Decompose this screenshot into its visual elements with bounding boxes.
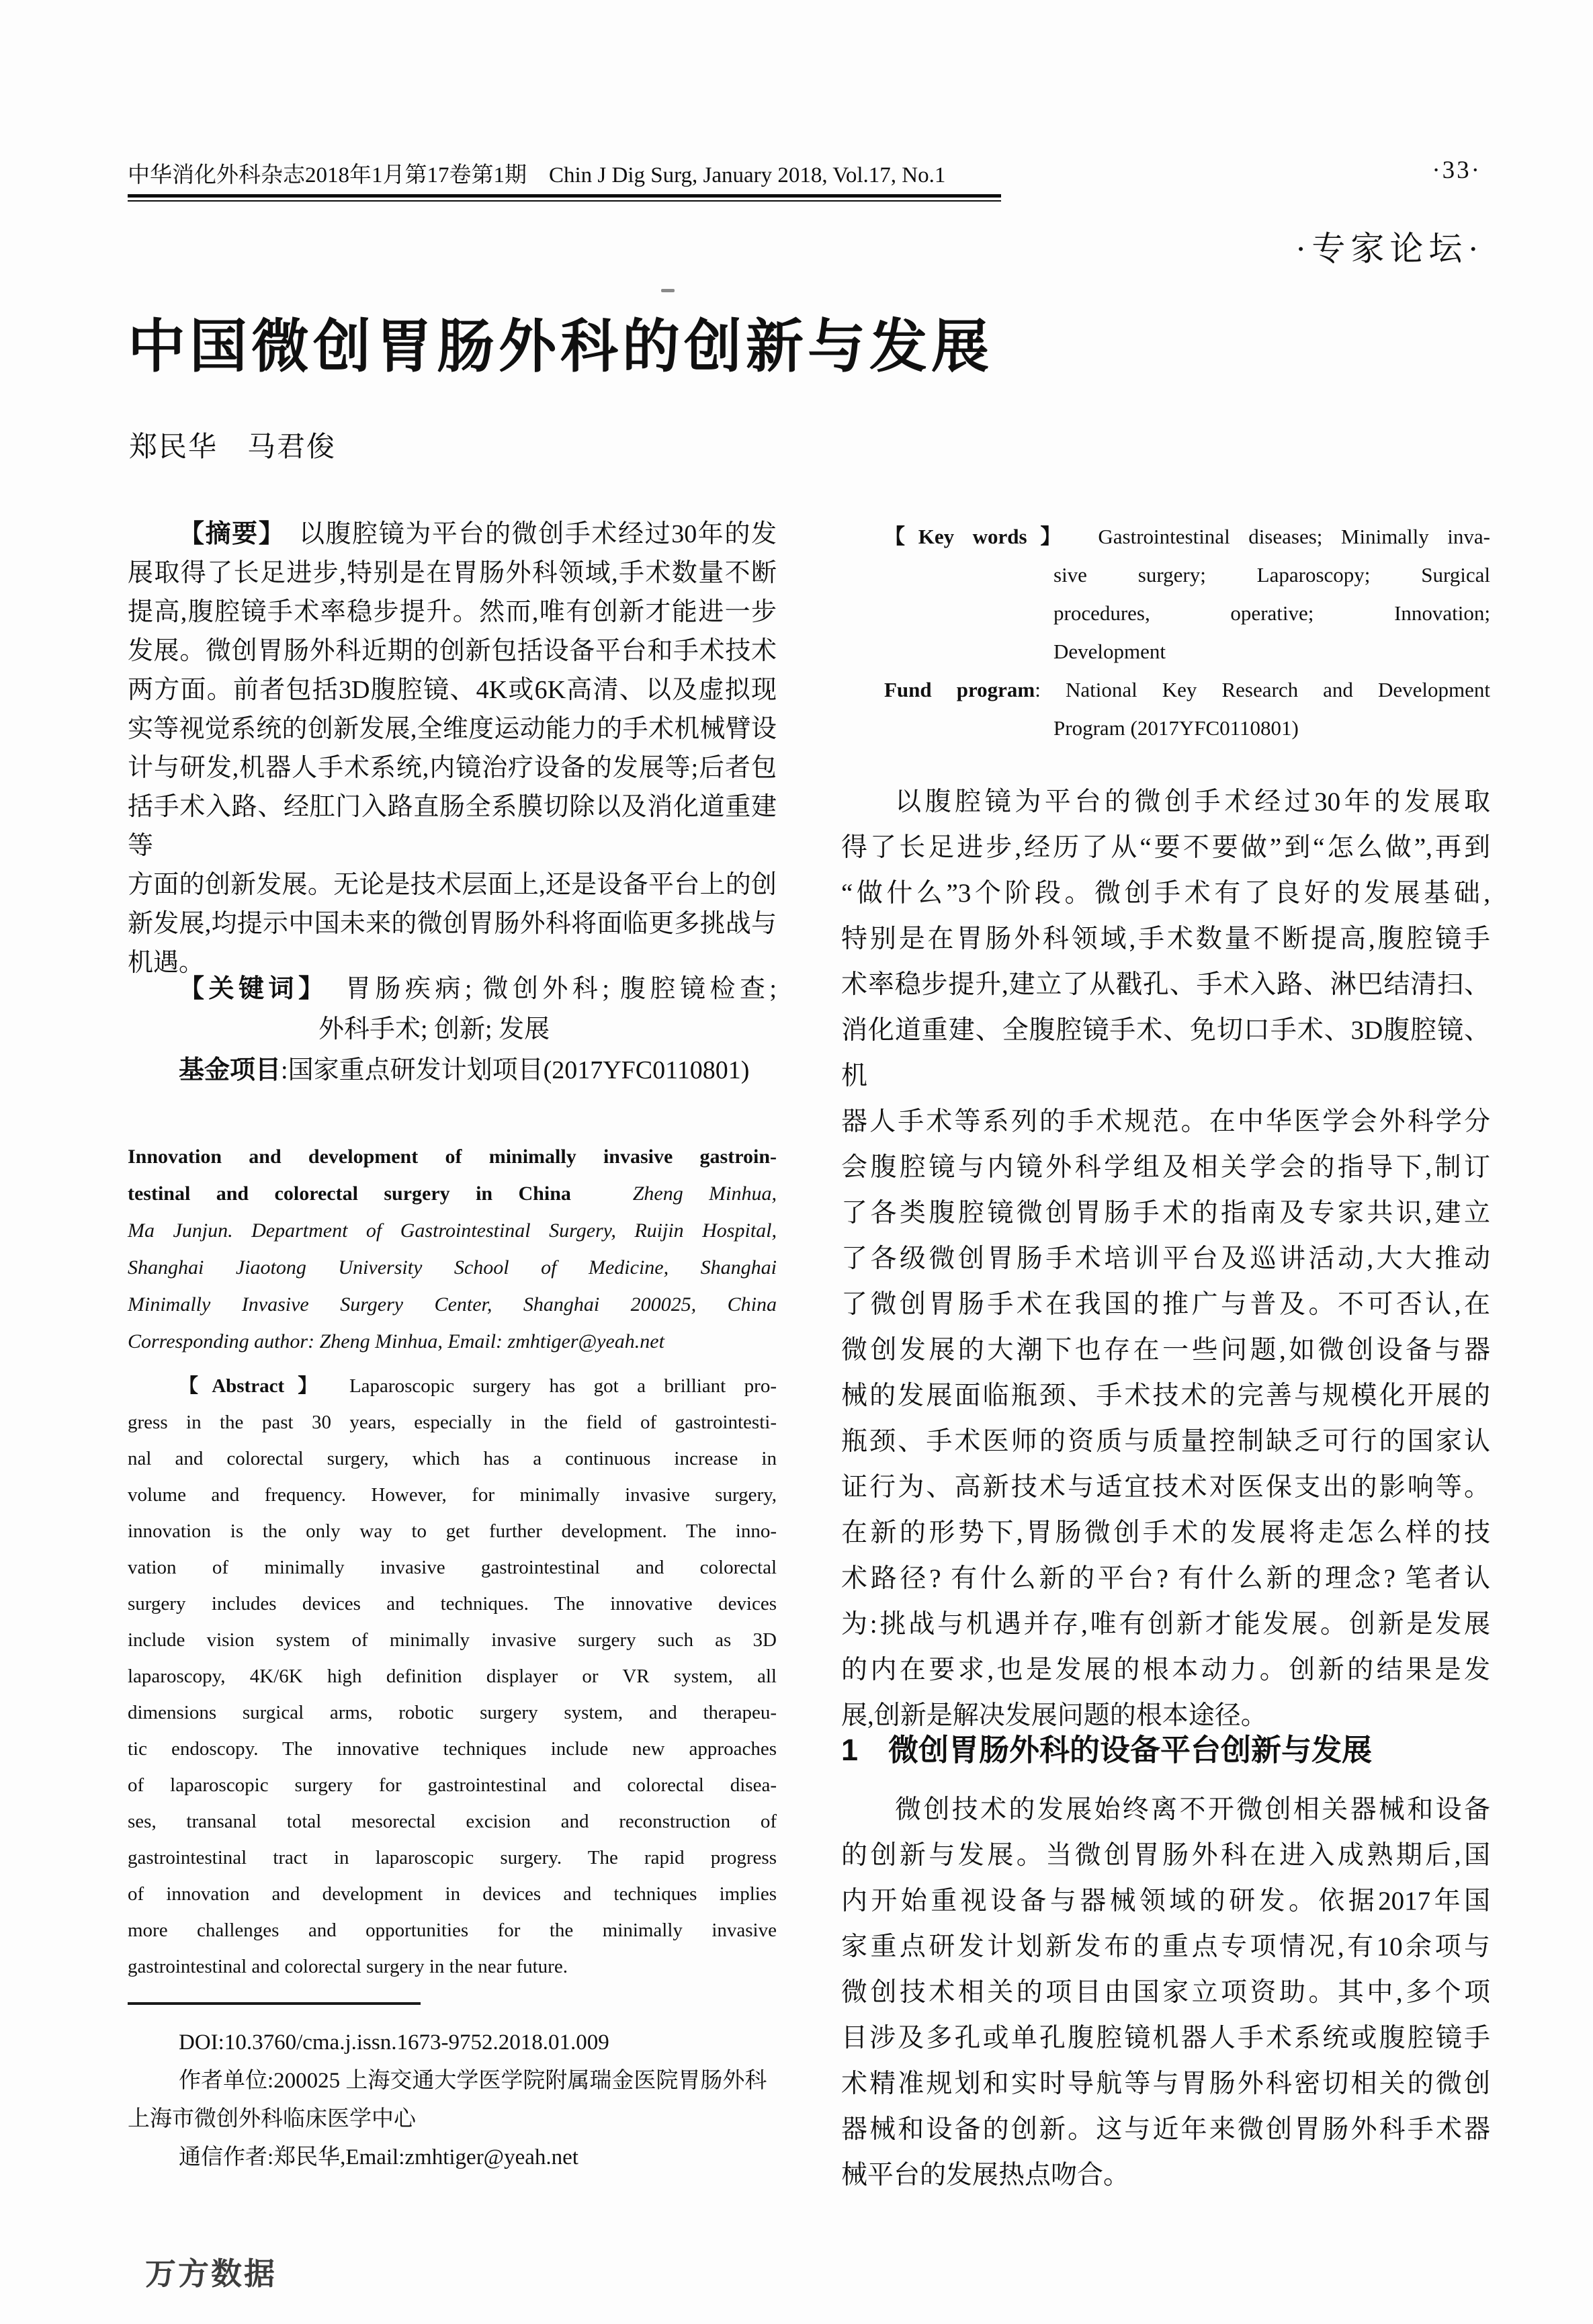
text-line: vation of minimally invasive gastrointestinal and colorectal bbox=[128, 1557, 777, 1578]
text-line: “做什么”3个阶段。微创手术有了良好的发展基础, bbox=[841, 879, 1490, 908]
text-line: 会腹腔镜与内镜外科学组及相关学会的指导下,制订 bbox=[841, 1153, 1490, 1182]
text-line: 器人手术等系列的手术规范。在中华医学会外科学分 bbox=[841, 1107, 1490, 1136]
text-line: 括手术入路、经肛门入路直肠全系膜切除以及消化道重建等 bbox=[128, 793, 777, 860]
article-authors: 郑民华 马君俊 bbox=[129, 432, 337, 463]
text-line: 【Key words】 Gastrointestinal diseases; Minimally inva- bbox=[884, 525, 1490, 548]
text-line: 展,创新是解决发展问题的根本途径。 bbox=[841, 1701, 1267, 1730]
text-line: 微创技术相关的项目由国家立项资助。其中,多个项 bbox=[841, 1978, 1490, 2007]
text-line: 展取得了长足进步,特别是在胃肠外科领域,手术数量不断 bbox=[128, 559, 777, 587]
text-line: 作者单位:200025 上海交通大学医学院附属瑞金医院胃肠外科 bbox=[179, 2069, 767, 2093]
section-1-heading: 1 微创胃肠外科的设备平台创新与发展 bbox=[841, 1733, 1373, 1767]
scan-artifact bbox=[661, 289, 675, 292]
text-line: 实等视觉系统的创新发展,全维度运动能力的手术机械臂设 bbox=[128, 715, 777, 743]
text-line: of innovation and development in devices and techniques implies bbox=[128, 1883, 777, 1905]
text-line: 计与研发,机器人手术系统,内镜治疗设备的发展等;后者包 bbox=[128, 754, 777, 782]
journal-citation: 中华消化外科杂志2018年1月第17卷第1期 Chin J Dig Surg, January 2018, Vol.17, No.1 bbox=[128, 163, 946, 187]
text-line: 目涉及多孔或单孔腹腔镜机器人手术系统或腹腔镜手 bbox=[841, 2024, 1490, 2053]
text-line: 家重点研发计划新发布的重点专项情况,有10余项与 bbox=[841, 1932, 1490, 1961]
text-line: Development bbox=[1053, 640, 1166, 663]
text-line: testinal and colorectal surgery in China Zheng Minhua, bbox=[128, 1182, 777, 1205]
text-line: laparoscopy, 4K/6K high definition displayer or VR system, all bbox=[128, 1666, 777, 1687]
text-line: volume and frequency. However, for minimally invasive surgery, bbox=[128, 1484, 777, 1506]
text-line: Ma Junjun. Department of Gastrointestinal Surgery, Ruijin Hospital, bbox=[128, 1219, 777, 1242]
text-line: 为:挑战与机遇并存,唯有创新才能发展。创新是发展 bbox=[841, 1610, 1490, 1639]
text-line: Fund program: National Key Research and Development bbox=[884, 678, 1490, 701]
fund-program-cn bbox=[128, 1051, 777, 1090]
text-line: 瓶颈、手术医师的资质与质量控制缺乏可行的国家认 bbox=[841, 1427, 1490, 1456]
text-line: 通信作者:郑民华,Email:zmhtiger@yeah.net bbox=[179, 2145, 578, 2169]
page-number: ·33· bbox=[1432, 157, 1481, 184]
text-line: 的内在要求,也是发展的根本动力。创新的结果是发 bbox=[841, 1655, 1490, 1684]
text-line: 消化道重建、全腹腔镜手术、免切口手术、3D腹腔镜、机 bbox=[841, 1016, 1490, 1090]
text-line: 特别是在胃肠外科领域,手术数量不断提高,腹腔镜手 bbox=[841, 924, 1490, 953]
text-line: 了各类腹腔镜微创胃肠手术的指南及专家共识,建立 bbox=[841, 1199, 1490, 1228]
text-line: 两方面。前者包括3D腹腔镜、4K或6K高清、以及虚拟现 bbox=[128, 676, 777, 704]
text-line: nal and colorectal surgery, which has a continuous increase in bbox=[128, 1448, 777, 1469]
wanfang-watermark: 万方数据 bbox=[145, 2256, 277, 2291]
text-line: 证行为、高新技术与适宜技术对医保支出的影响等。 bbox=[841, 1473, 1490, 1502]
text-line: DOI:10.3760/cma.j.issn.1673-9752.2018.01.009 bbox=[179, 2030, 609, 2055]
fund-program-en bbox=[841, 671, 1490, 747]
text-line: 械的发展面临瓶颈、手术技术的完善与规模化开展的 bbox=[841, 1381, 1490, 1410]
text-line: procedures, operative; Innovation; bbox=[1053, 601, 1490, 625]
text-line: 内开始重视设备与器械领域的研发。依据2017年国 bbox=[841, 1887, 1490, 1916]
text-line: 在新的形势下,胃肠微创手术的发展将走怎么样的技 bbox=[841, 1518, 1490, 1547]
text-line: of laparoscopic surgery for gastrointestinal and colorectal disea- bbox=[128, 1774, 777, 1796]
footnote-rule bbox=[128, 2002, 421, 2005]
body-paragraph-2 bbox=[841, 1787, 1490, 2198]
article-title: 中国微创胃肠外科的创新与发展 bbox=[128, 314, 993, 379]
text-line: 微创技术的发展始终离不开微创相关器械和设备 bbox=[895, 1795, 1490, 1824]
text-line: 【Abstract】 Laparoscopic surgery has got a brilliant pro- bbox=[179, 1375, 777, 1397]
text-line: ses, transanal total mesorectal excision and reconstruction of bbox=[128, 1811, 777, 1832]
text-line: 提高,腹腔镜手术率稳步提升。然而,唯有创新才能进一步 bbox=[128, 598, 777, 626]
text-line: 术精准规划和实时导航等与胃肠外科密切相关的微创 bbox=[841, 2069, 1490, 2098]
abstract-en bbox=[128, 1368, 777, 1985]
text-line: 【摘要】 以腹腔镜为平台的微创手术经过30年的发 bbox=[179, 520, 777, 548]
keywords-cn bbox=[128, 969, 777, 1049]
abstract-cn bbox=[128, 515, 777, 982]
column-section-label: ·专家论坛· bbox=[1295, 230, 1484, 267]
text-line: Shanghai Jiaotong University School of Medicine, Shanghai bbox=[128, 1256, 777, 1279]
text-line: 外科手术; 创新; 发展 bbox=[318, 1015, 550, 1043]
text-line: 新发展,均提示中国未来的微创胃肠外科将面临更多挑战与 bbox=[128, 910, 777, 938]
text-line: 基金项目:国家重点研发计划项目(2017YFC0110801) bbox=[179, 1056, 750, 1084]
text-line: Program (2017YFC0110801) bbox=[1053, 716, 1299, 740]
text-line: 术路径? 有什么新的平台? 有什么新的理念? 笔者认 bbox=[841, 1564, 1490, 1593]
text-line: more challenges and opportunities for the minimally invasive bbox=[128, 1920, 777, 1941]
text-line: Innovation and development of minimally invasive gastroin- bbox=[128, 1146, 777, 1168]
text-line: 械平台的发展热点吻合。 bbox=[841, 2161, 1130, 2190]
text-line: 术率稳步提升,建立了从戳孔、手术入路、淋巴结清扫、 bbox=[841, 970, 1490, 999]
text-line: innovation is the only way to get further development. The inno- bbox=[128, 1520, 777, 1542]
text-line: Minimally Invasive Surgery Center, Shanghai 200025, China bbox=[128, 1293, 777, 1316]
title-en-block bbox=[128, 1138, 777, 1360]
text-line: 了微创胃肠手术在我国的推广与普及。不可否认,在 bbox=[841, 1290, 1490, 1319]
text-line: 以腹腔镜为平台的微创手术经过30年的发展取 bbox=[895, 787, 1490, 816]
body-paragraph-1 bbox=[841, 779, 1490, 1739]
text-line: include vision system of minimally invasive surgery such as 3D bbox=[128, 1629, 777, 1651]
text-line: tic endoscopy. The innovative techniques include new approaches bbox=[128, 1738, 777, 1760]
keywords-en bbox=[841, 517, 1490, 671]
header-double-rule bbox=[128, 194, 1001, 202]
text-line: surgery includes devices and techniques. The innovative devices bbox=[128, 1593, 777, 1615]
text-line: 上海市微创外科临床医学中心 bbox=[128, 2107, 416, 2131]
text-line: 发展。微创胃肠外科近期的创新包括设备平台和手术技术 bbox=[128, 637, 777, 665]
text-line: dimensions surgical arms, robotic surgery system, and therapeu- bbox=[128, 1702, 777, 1723]
text-line: gress in the past 30 years, especially in the field of gastrointesti- bbox=[128, 1412, 777, 1433]
text-line: 得了长足进步,经历了从“要不要做”到“怎么做”,再到 bbox=[841, 833, 1490, 862]
text-line: Corresponding author: Zheng Minhua, Email: zmhtiger@yeah.net bbox=[128, 1330, 664, 1352]
text-line: 微创发展的大潮下也存在一些问题,如微创设备与器 bbox=[841, 1336, 1490, 1365]
text-line: 机遇。 bbox=[128, 949, 205, 977]
text-line: 了各级微创胃肠手术培训平台及巡讲活动,大大推动 bbox=[841, 1244, 1490, 1273]
text-line: 方面的创新发展。无论是技术层面上,还是设备平台上的创 bbox=[128, 871, 777, 899]
text-line: gastrointestinal and colorectal surgery in the near future. bbox=[128, 1956, 568, 1977]
footnotes-block bbox=[128, 2024, 787, 2177]
text-line: 的创新与发展。当微创胃肠外科在进入成熟期后,国 bbox=[841, 1841, 1490, 1870]
text-line: 器械和设备的创新。这与近年来微创胃肠外科手术器 bbox=[841, 2115, 1490, 2144]
text-line: sive surgery; Laparoscopy; Surgical bbox=[1053, 563, 1490, 587]
text-line: 【关键词】 胃肠疾病; 微创外科; 腹腔镜检查; bbox=[179, 975, 777, 1003]
text-line: gastrointestinal tract in laparoscopic surgery. The rapid progress bbox=[128, 1847, 777, 1868]
